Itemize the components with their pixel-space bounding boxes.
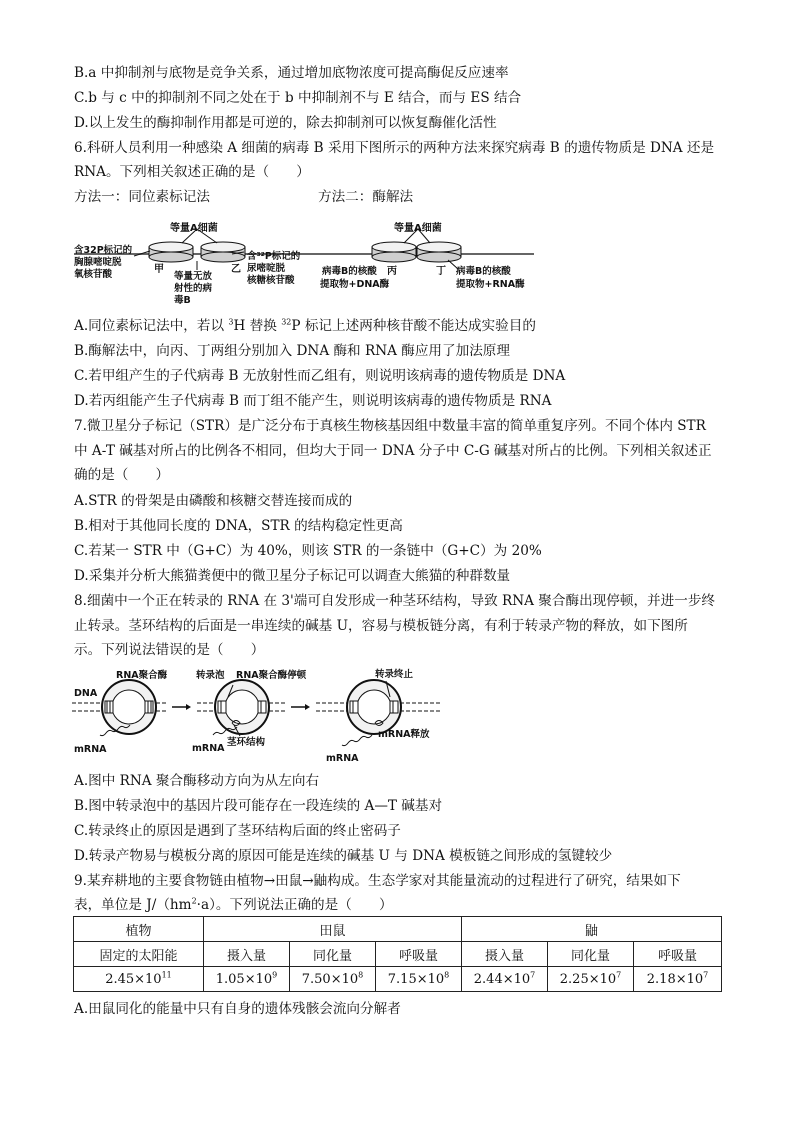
question-6-line1: 6.科研人员利用一种感染 A 细菌的病毒 B 采用下图所示的两种方法来探究病毒 B 的遗传物质是 DNA 还是 <box>74 140 715 156</box>
fig6-mid-label-2: 射性的病 <box>174 283 213 294</box>
fig8-rna-polymerase: RNA聚合酶 <box>116 670 168 681</box>
fig8-release: mRNA释放 <box>378 729 430 740</box>
fig8-mrna-1: mRNA <box>74 744 107 755</box>
fig6-equal-a-left: 等量A细菌 <box>170 223 218 234</box>
question-7-line3: 确的是（ ） <box>74 467 170 483</box>
fig8-mrna-3: mRNA <box>326 753 359 764</box>
fig8-stem-loop: 茎环结构 <box>227 737 266 748</box>
stage-2 <box>197 680 285 736</box>
subheader-respiration: 呼吸量 <box>634 942 722 967</box>
option-6c: C.若甲组产生的子代病毒 B 无放射性而乙组有，则说明该病毒的遗传物质是 DNA <box>74 368 566 384</box>
fig8-bubble: 转录泡 <box>196 670 225 681</box>
question-9-line1: 9.某弃耕地的主要食物链由植物→田鼠→鼬构成。生态学家对其能量流动的过程进行了研究，结果如下 <box>74 873 681 889</box>
option-8d: D.转录产物易与模板分离的原因可能是连续的碱基 U 与 DNA 模板链之间形成的氢键较少 <box>74 848 613 864</box>
option-9a: A.田鼠同化的能量中只有自身的遗体残骸会流向分解者 <box>74 1001 401 1017</box>
option-7c: C.若某一 STR 中（G+C）为 40%，则该 STR 的一条链中（G+C）为 20% <box>74 543 542 559</box>
option-6a: A.同位素标记法中，若以 $^3$H 替换 $^{32}$P 标记上述两种核苷酸不能达成实验目的 <box>74 317 536 334</box>
dish-ding <box>417 242 461 262</box>
header-weasel: 鼬 <box>462 917 722 942</box>
table-row <box>74 942 722 967</box>
table-row <box>74 967 722 992</box>
table-cell: $1.05\times 10^9$ <box>204 967 290 992</box>
fig8-pause: RNA聚合酶停顿 <box>236 670 307 681</box>
dish-bing <box>372 242 416 262</box>
energy-table <box>73 916 722 992</box>
fig8-mrna-2: mRNA <box>192 743 225 754</box>
question-7-line1: 7.微卫星分子标记（STR）是广泛分布于真核生物核基因组中数量丰富的简单重复序列。不同个体内 STR <box>74 418 706 434</box>
option-5c: C.b 与 c 中的抑制剂不同之处在于 b 中抑制剂不与 E 结合，而与 ES 结合 <box>74 90 522 106</box>
option-6b: B.酶解法中，向丙、丁两组分别加入 DNA 酶和 RNA 酶应用了加法原理 <box>74 343 510 359</box>
table-row <box>74 917 722 942</box>
fig8-termination: 转录终止 <box>375 669 414 680</box>
fig6-right-label-1: 含³²P标记的 <box>247 251 301 262</box>
method-1-label: 方法一：同位素标记法 <box>74 189 210 205</box>
fig6-ding-label-1: 病毒B的核酸 <box>456 266 511 277</box>
subheader-intake: 摄入量 <box>204 942 290 967</box>
option-7a: A.STR 的骨架是由磷酸和核糖交替连接而成的 <box>74 493 353 509</box>
fig6-jia: 甲 <box>154 264 164 275</box>
header-plant: 植物 <box>74 917 204 942</box>
fig6-left-label-2: 胸腺嘧啶脱 <box>74 257 122 268</box>
table-cell: $7.50\times 10^8$ <box>290 967 376 992</box>
table-cell: $7.15\times 10^8$ <box>376 967 462 992</box>
option-7b: B.相对于其他同长度的 DNA，STR 的结构稳定性更高 <box>74 518 403 534</box>
subheader-fixed-solar: 固定的太阳能 <box>74 942 204 967</box>
fig6-bing: 丙 <box>387 266 397 277</box>
option-8a: A.图中 RNA 聚合酶移动方向为从左向右 <box>74 773 320 789</box>
header-vole: 田鼠 <box>204 917 462 942</box>
fig6-left-label-3: 氧核苷酸 <box>74 269 113 280</box>
subheader-assimilation: 同化量 <box>290 942 376 967</box>
question-8-line3: 示。下列说法错误的是（ ） <box>74 642 265 658</box>
option-5d: D.以上发生的酶抑制作用都是可逆的，除去抑制剂可以恢复酶催化活性 <box>74 115 497 131</box>
question-6-line2: RNA。下列相关叙述正确的是（ ） <box>74 164 310 180</box>
fig6-left-label-1: 含32P标记的 <box>74 245 133 256</box>
fig6-right-label-2: 尿嘧啶脱 <box>247 263 286 274</box>
fig6-ding-label-2: 提取物+RNA酶 <box>456 279 525 290</box>
fig6-bing-label-1: 病毒B的核酸 <box>322 266 377 277</box>
arrow-1 <box>172 704 191 710</box>
table-cell: $2.44\times 10^7$ <box>462 967 548 992</box>
fig6-ding: 丁 <box>436 266 446 277</box>
table-cell: $2.25\times 10^7$ <box>548 967 634 992</box>
fig6-yi: 乙 <box>231 264 241 275</box>
method-2-label: 方法二：酶解法 <box>318 189 414 205</box>
question-7-line2: 中 A-T 碱基对所占的比例各不相同，但均大于同一 DNA 分子中 C-G 碱基对所占的比例。下列相关叙述正 <box>74 443 712 459</box>
option-7d: D.采集并分析大熊猫粪便中的微卫星分子标记可以调查大熊猫的种群数量 <box>74 568 511 584</box>
fig6-mid-label-1: 等量无放 <box>174 271 213 282</box>
table-cell: $2.18\times 10^7$ <box>634 967 722 992</box>
question-8-line1: 8.细菌中一个正在转录的 RNA 在 3'端可自发形成一种茎环结构，导致 RNA 聚合酶出现停顿，并进一步终 <box>74 593 716 609</box>
fig8-dna: DNA <box>74 688 98 699</box>
fig6-equal-a-right: 等量A细菌 <box>394 223 442 234</box>
option-5b: B.a 中抑制剂与底物是竞争关系，通过增加底物浓度可提高酶促反应速率 <box>74 65 509 81</box>
fig6-bing-label-2: 提取物+DNA酶 <box>320 279 390 290</box>
dish-jia <box>149 242 193 262</box>
subheader-intake: 摄入量 <box>462 942 548 967</box>
question-6-figure <box>74 214 534 306</box>
subheader-respiration: 呼吸量 <box>376 942 462 967</box>
option-8c: C.转录终止的原因是遇到了茎环结构后面的终止密码子 <box>74 823 401 839</box>
option-6d: D.若丙组能产生子代病毒 B 而丁组不能产生，则说明该病毒的遗传物质是 RNA <box>74 393 552 409</box>
subheader-assimilation: 同化量 <box>548 942 634 967</box>
dish-yi <box>201 242 245 262</box>
fig6-mid-label-3: 毒B <box>174 295 191 306</box>
question-8-line2: 止转录。茎环结构的后面是一串连续的碱基 U，容易与模板链分离，有利于转录产物的释放，如下图所 <box>74 618 688 634</box>
fig6-right-label-3: 核糖核苷酸 <box>247 275 295 286</box>
arrow-2 <box>291 704 310 710</box>
table-cell: $2.45\times 10^{11}$ <box>74 967 204 992</box>
option-8b: B.图中转录泡中的基因片段可能存在一段连续的 A—T 碱基对 <box>74 798 443 814</box>
question-9-line2: 表，单位是 $J/(hm^2\cdot a)$。下列说法正确的是（ ） <box>74 896 393 913</box>
question-8-figure <box>72 665 452 765</box>
